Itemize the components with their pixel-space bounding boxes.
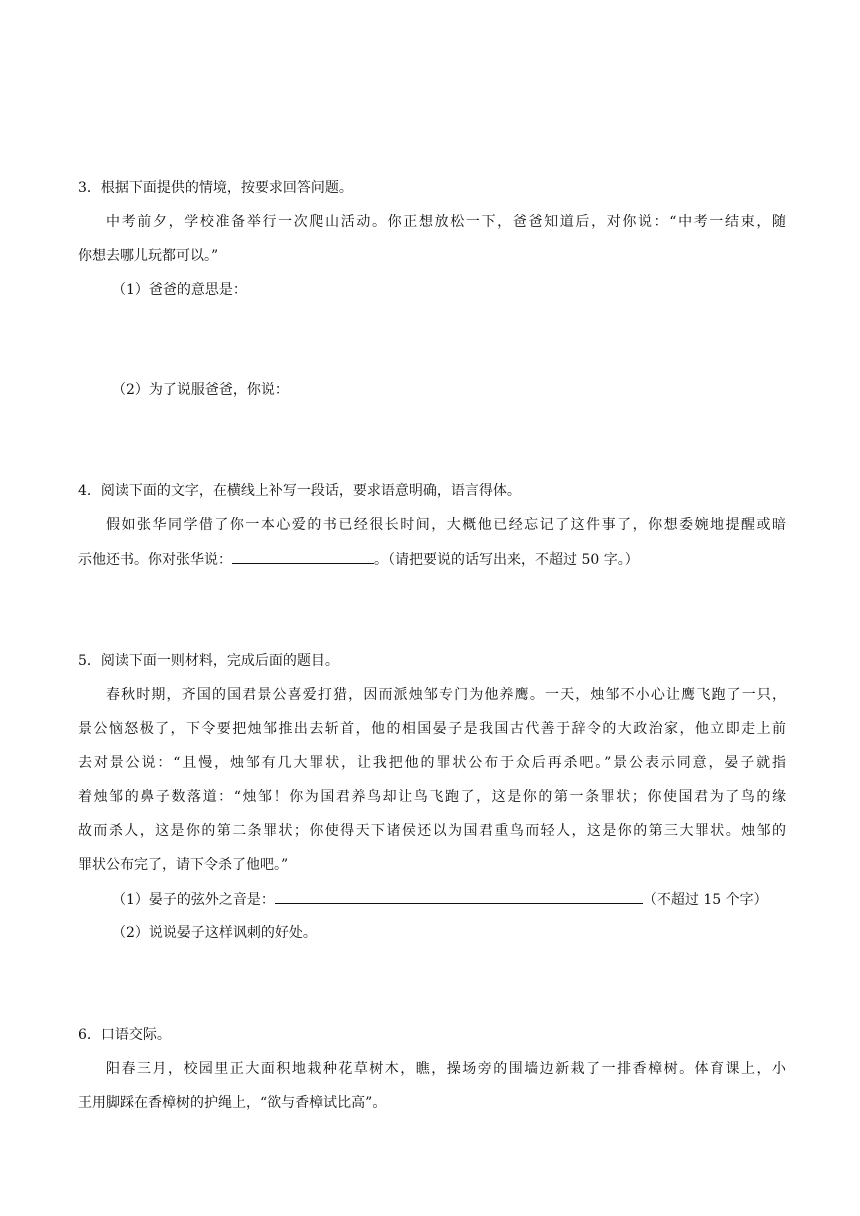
question-5-stem: 5．阅读下面一则材料，完成后面的题目。 [78,653,339,669]
question-4-passage-line-2 [78,549,786,570]
question-3-stem: 3．根据下面提供的情境，按要求回答问题。 [78,180,353,196]
question-6-stem: 6．口语交际。 [78,1027,171,1043]
question-4-passage-suffix: 。（请把要说的话写出来，不超过 50 字。） [374,552,639,568]
question-3-sub-2: （2）为了说服爸爸，你说： [112,382,289,398]
question-4-passage-line-1: 假如张华同学借了你一本心爱的书已经很长时间，大概他已经忘记了这件事了，你想委婉地提醒或暗 [106,517,786,533]
question-5-sub-1 [112,889,786,910]
question-5-passage-line-2: 景公恼怒极了，下令要把烛邹推出去斩首，他的相国晏子是我国古代善于辞令的大政治家，他立即走上前 [78,721,786,737]
question-5-sub-2: （2）说说晏子这样讽刺的好处。 [112,925,317,941]
answer-blank[interactable] [232,549,374,564]
question-3-passage-line-2: 你想去哪儿玩都可以。” [78,248,219,264]
question-5-passage-line-3: 去对景公说：“且慢，烛邹有几大罪状，让我把他的罪状公布于众后再杀吧。”景公表示同意，晏子就指 [78,755,786,771]
question-4-stem: 4．阅读下面的文字，在横线上补写一段话，要求语意明确，语言得体。 [78,483,521,499]
question-5-passage-line-6: 罪状公布完了，请下令杀了他吧。” [78,857,289,873]
question-3-passage-line-1: 中考前夕，学校准备举行一次爬山活动。你正想放松一下，爸爸知道后，对你说：“中考一结束，随 [106,214,786,230]
answer-blank[interactable] [275,889,643,904]
question-6-passage-line-1: 阳春三月，校园里正大面积地栽种花草树木，瞧，操场旁的围墙边新栽了一排香樟树。体育课上，小 [106,1061,786,1077]
question-5-sub-1-prefix: （1）晏子的弦外之音是： [112,892,275,908]
question-3-sub-1: （1）爸爸的意思是： [112,282,247,298]
question-4-passage-prefix: 示他还书。你对张华说： [78,552,232,568]
question-5-passage-line-1: 春秋时期，齐国的国君景公喜爱打猎，因而派烛邹专门为他养鹰。一天，烛邹不小心让鹰飞跑了一只， [106,687,786,703]
question-6-passage-line-2: 王用脚踩在香樟树的护绳上，“欲与香樟试比高”。 [78,1095,387,1111]
question-5-sub-1-suffix: （不超过 15 个字） [642,892,768,908]
question-5-passage-line-4: 着烛邹的鼻子数落道：“烛邹！你为国君养鸟却让鸟飞跑了，这是你的第一条罪状；你使国君为了鸟的缘 [78,789,786,805]
question-5-passage-line-5: 故而杀人，这是你的第二条罪状；你使得天下诸侯还以为国君重鸟而轻人，这是你的第三大罪状。烛邹的 [78,823,786,839]
